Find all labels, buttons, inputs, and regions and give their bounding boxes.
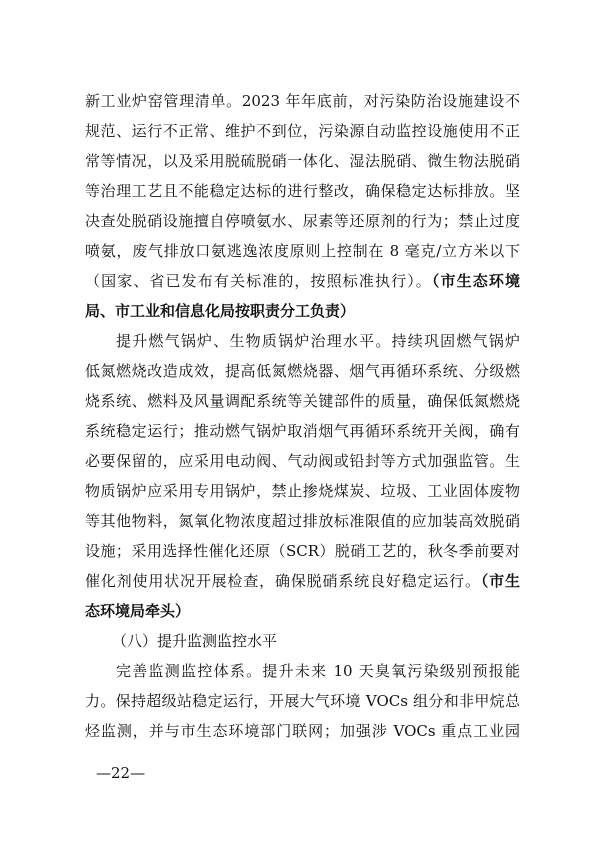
body-line (85, 121, 520, 141)
line-text: 提升未来 10 天臭氧污染级别预报能 (262, 662, 520, 680)
body-line (85, 451, 520, 471)
body-line (85, 91, 520, 111)
body-line (85, 571, 520, 591)
responsible-department: 态环境局牵头） (85, 602, 191, 620)
body-line (85, 601, 520, 621)
section-heading: （八）提升监测监控水平 (112, 632, 278, 650)
line-text: 决查处脱硝设施擅自停喷氨水、尿素等还原剂的行为；禁止过度 (85, 212, 520, 230)
paragraph-lead: 提升燃气锅炉、生物质锅炉治理水平。 (116, 332, 392, 350)
responsible-department: 局、市工业和信息化局按职责分工负责） (85, 302, 356, 320)
body-line (85, 421, 520, 441)
body-line (85, 481, 520, 501)
body-line (116, 331, 520, 351)
line-text: 持续巩固燃气锅炉 (391, 332, 520, 350)
line-text: 烃监测，并与市生态环境部门联网；加强涉 VOCs 重点工业园 (85, 722, 520, 740)
body-line (85, 271, 520, 291)
line-text: 物质锅炉应采用专用锅炉，禁止掺烧煤炭、垃圾、工业固体废物 (85, 482, 520, 500)
page-number: —22— (96, 764, 146, 782)
body-line (85, 181, 520, 201)
body-line (85, 361, 520, 381)
paragraph-lead: 完善监测监控体系。 (116, 662, 263, 680)
line-text: 低氮燃烧改造成效，提高低氮燃烧器、烟气再循环系统、分级燃 (85, 362, 520, 380)
line-text: 等治理工艺且不能稳定达标的进行整改，确保稳定达标排放。坚 (85, 182, 520, 200)
body-line (85, 541, 520, 561)
body-line (85, 241, 520, 261)
body-line (85, 721, 520, 741)
line-text: 催化剂使用状况开展检查，确保脱硝系统良好稳定运行。 (85, 572, 481, 590)
responsible-department: （市生 (480, 572, 520, 590)
body-line (85, 391, 520, 411)
responsible-department: （市生态环境 (431, 272, 520, 290)
line-text: 设施；采用选择性催化还原（SCR）脱硝工艺的，秋冬季前要对 (85, 542, 520, 560)
body-line (85, 211, 520, 231)
body-line (85, 301, 520, 321)
line-text: 新工业炉窑管理清单。2023 年年底前，对污染防治设施建设不 (85, 92, 520, 110)
line-text: 喷氨，废气排放口氨逃逸浓度原则上控制在 8 毫克/立方米以下 (85, 242, 520, 260)
body-line (85, 691, 520, 711)
line-text: 力。保持超级站稳定运行，开展大气环境 VOCs 组分和非甲烷总 (85, 692, 520, 710)
body-line (85, 151, 520, 171)
line-text: 烧系统、燃料及风量调配系统等关键部件的质量，确保低氮燃烧 (85, 392, 520, 410)
body-line (116, 661, 520, 681)
line-text: 等其他物料，氮氧化物浓度超过排放标准限值的应加装高效脱硝 (85, 512, 520, 530)
line-text: 系统稳定运行；推动燃气锅炉取消烟气再循环系统开关阀，确有 (85, 422, 520, 440)
line-text: （国家、省已发布有关标准的，按照标准执行）。 (85, 272, 432, 290)
line-text: 常等情况，以及采用脱硫脱硝一体化、湿法脱硝、微生物法脱硝 (85, 152, 520, 170)
line-text: 规范、运行不正常、维护不到位，污染源自动监控设施使用不正 (85, 122, 520, 140)
body-line (85, 511, 520, 531)
line-text: 必要保留的，应采用电动阀、气动阀或铅封等方式加强监管。生 (85, 452, 520, 470)
